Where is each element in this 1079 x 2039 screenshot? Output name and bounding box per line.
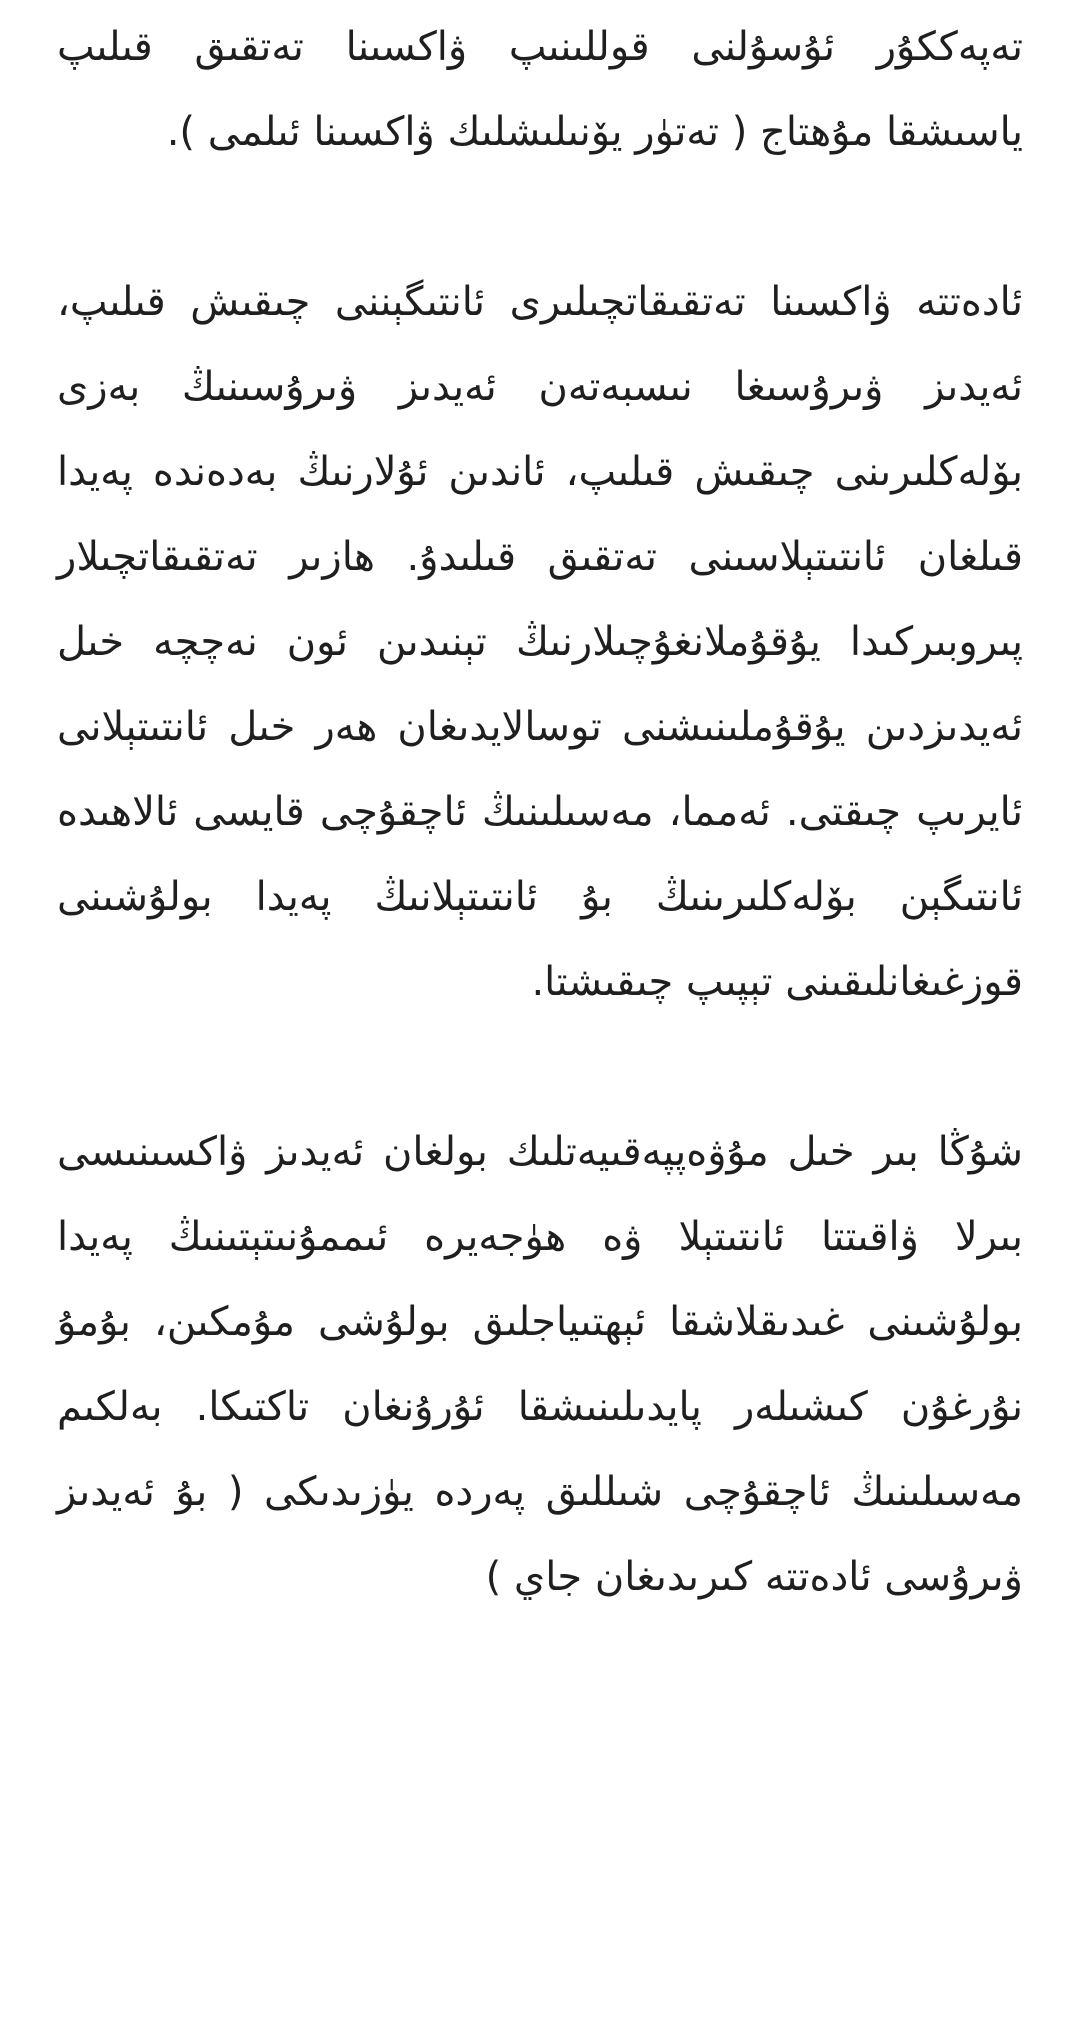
paragraph-1: تەپەككۇر ئۇسۇلنى قوللىنىپ ۋاكسىنا تەتقىق قىلىپ ياسىشقا مۇھتاج ( تەتۈر يۆنىلىشلىك ۋاكسىنا ئىلمى ). bbox=[57, 24, 1023, 155]
article-body bbox=[57, 0, 1023, 1705]
paragraph-2: ئادەتتە ۋاكسىنا تەتقىقاتچىلىرى ئانتىگېننى چىقىش قىلىپ، ئەيدىز ۋىرۇسىغا نىسبەتەن ئەيدىز ۋىرۇسىنىڭ بەزى بۆلەكلىرىنى چىقىش قىلىپ، ئاندىن ئۇلارنىڭ بەدەندە پەيدا قىلغان ئانتىتېلاسىنى تەتقىق قىلىدۇ. ھازىر تەتقىقاتچىلار پىروبىركىدا يۇقۇملانغۇچىلارنىڭ تېنىدىن ئون نەچچە خىل ئەيدىزدىن يۇقۇملىنىشنى توسالايدىغان ھەر خىل ئانتىتېلانى ئايرىپ چىقتى. ئەمما، مەسىلىنىڭ ئاچقۇچى قايسى ئالاھىدە ئانتىگېن بۆلەكلىرىنىڭ بۇ ئانتىتېلانىڭ پەيدا بولۇشىنى قوزغىغانلىقىنى تېپىپ چىقىشتا. bbox=[57, 279, 1023, 1005]
paragraph-3: شۇڭا بىر خىل مۇۋەپپەقىيەتلىك بولغان ئەيدىز ۋاكسىنىسى بىرلا ۋاقىتتا ئانتىتېلا ۋە ھۈجەيرە ئىممۇنىتېتىنىڭ پەيدا بولۇشىنى غىدىقلاشقا ئېھتىياجلىق بولۇشى مۇمكىن، بۇمۇ نۇرغۇن كىشىلەر پايدىلىنىشقا ئۇرۇنغان تاكتىكا. بەلكىم مەسىلىنىڭ ئاچقۇچى شىللىق پەردە يۈزىدىكى ( بۇ ئەيدىز ۋىرۇسى ئادەتتە كىرىدىغان جاي ) bbox=[57, 1129, 1023, 1600]
